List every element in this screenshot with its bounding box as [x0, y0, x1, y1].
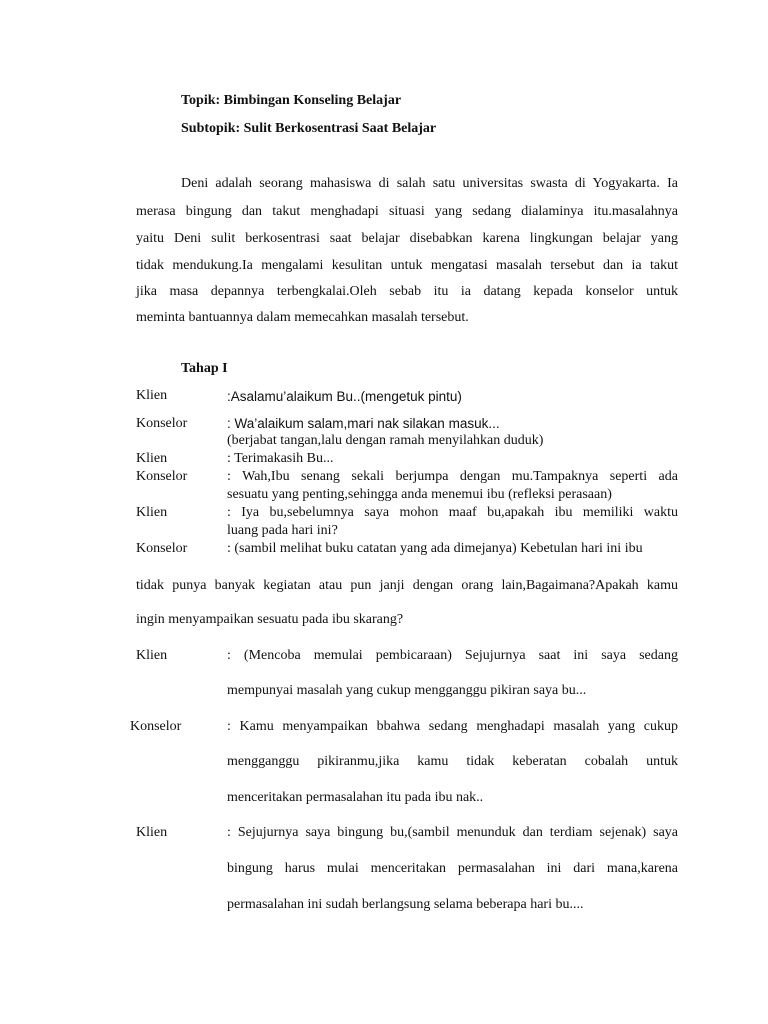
intro-line-1: Deni adalah seorang mahasiswa di salah satu universitas swasta di Yogyakarta. Ia [181, 176, 678, 191]
dialogue-text: menceritakan permasalahan itu pada ibu nak.. [227, 790, 484, 805]
dialogue-text: : Terimakasih Bu... [227, 451, 334, 466]
intro-line-3: yaitu Deni sulit berkosentrasi saat belajar disebabkan karena lingkungan belajar yang [136, 231, 678, 246]
stage-title: Tahap I [181, 361, 228, 376]
dialogue-text: (berjabat tangan,lalu dengan ramah menyilahkan duduk) [227, 433, 544, 448]
speaker-klien: Klien [136, 451, 168, 466]
speaker-konselor: Konselor [130, 719, 182, 734]
dialogue-text: ingin menyampaikan sesuatu pada ibu skarang? [136, 612, 404, 627]
dialogue-text: : Sejujurnya saya bingung bu,(sambil menunduk dan terdiam sejenak) saya [227, 825, 678, 840]
dialogue-text: :Asalamu’alaikum Bu..(mengetuk pintu) [227, 389, 462, 404]
speaker-klien: Klien [136, 505, 168, 520]
dialogue-text: : Wa’alaikum salam,mari nak silakan masuk... [227, 416, 500, 431]
dialogue-text: mengganggu pikiranmu,jika kamu tidak keberatan cobalah untuk [227, 754, 678, 769]
intro-line-4: tidak mendukung.Ia mengalami kesulitan untuk mengatasi masalah tersebut dan ia takut [136, 258, 678, 273]
speaker-klien: Klien [136, 388, 168, 403]
intro-line-6: meminta bantuannya dalam memecahkan masalah tersebut. [136, 310, 469, 325]
intro-line-5: jika masa depannya terbengkalai.Oleh sebab itu ia datang kepada konselor untuk [136, 284, 678, 299]
dialogue-text: : Kamu menyampaikan bbahwa sedang menghadapi masalah yang cukup [227, 719, 678, 734]
speaker-konselor: Konselor [136, 469, 188, 484]
speaker-konselor: Konselor [136, 541, 188, 556]
speaker-klien: Klien [136, 825, 168, 840]
speaker-klien: Klien [136, 648, 168, 663]
subtopic-heading: Subtopik: Sulit Berkosentrasi Saat Belajar [181, 121, 437, 136]
intro-line-2: merasa bingung dan takut menghadapi situasi yang sedang dialaminya itu.masalahnya [136, 204, 678, 219]
dialogue-text: : (Mencoba memulai pembicaraan) Sejujurnya saat ini saya sedang [227, 648, 678, 663]
dialogue-text: : Iya bu,sebelumnya saya mohon maaf bu,apakah ibu memiliki waktu [227, 505, 678, 520]
dialogue-text: : Wah,Ibu senang sekali berjumpa dengan mu.Tampaknya seperti ada [227, 469, 678, 484]
dialogue-text: : (sambil melihat buku catatan yang ada dimejanya) Kebetulan hari ini ibu [227, 541, 643, 556]
dialogue-text: mempunyai masalah yang cukup mengganggu pikiran saya bu... [227, 683, 587, 698]
dialogue-text: sesuatu yang penting,sehingga anda menemui ibu (refleksi perasaan) [227, 487, 612, 502]
dialogue-text: bingung harus mulai menceritakan permasalahan ini dari mana,karena [227, 861, 678, 876]
dialogue-text: tidak punya banyak kegiatan atau pun janji dengan orang lain,Bagaimana?Apakah kamu [136, 578, 678, 593]
speaker-konselor: Konselor [136, 416, 188, 431]
dialogue-text: luang pada hari ini? [227, 523, 338, 538]
dialogue-text: permasalahan ini sudah berlangsung selama beberapa hari bu.... [227, 897, 584, 912]
topic-heading: Topik: Bimbingan Konseling Belajar [181, 93, 402, 108]
